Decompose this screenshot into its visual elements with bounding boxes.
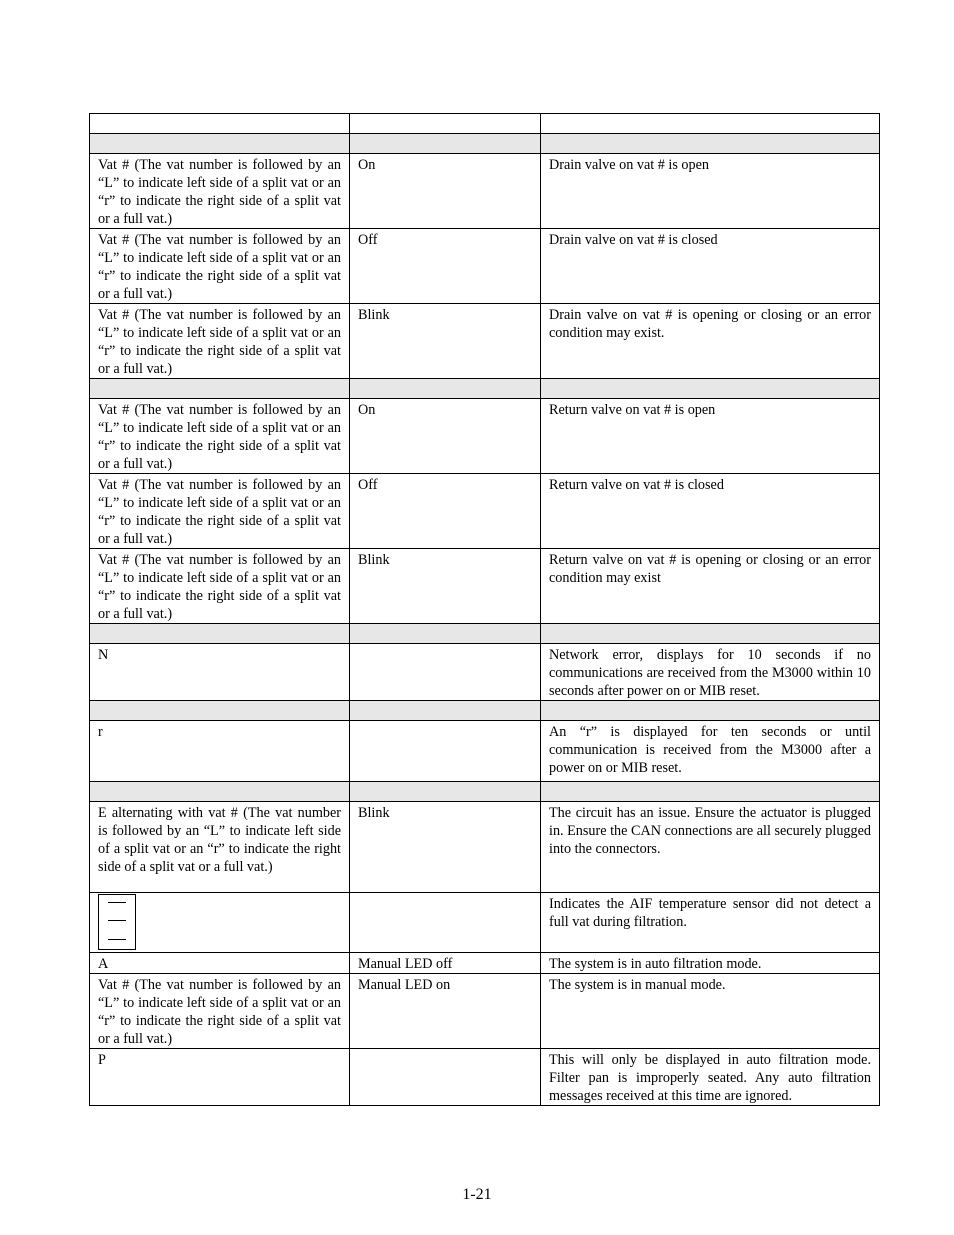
led-cell: Off (350, 229, 541, 304)
led-cell: Blink (350, 802, 541, 893)
header-cell (541, 782, 880, 802)
section-header-row (90, 134, 880, 154)
header-cell (350, 134, 541, 154)
header-cell (90, 379, 350, 399)
display-cell: Vat # (The vat number is followed by an “L” to indicate left side of a split vat or an “r” to indicate the right side of a split vat or a full vat.) (90, 399, 350, 474)
table-row (90, 721, 880, 782)
table-row (90, 974, 880, 1049)
page-number: 1-21 (462, 1186, 492, 1203)
led-cell: Off (350, 474, 541, 549)
header-cell (541, 379, 880, 399)
table-row (90, 1049, 880, 1106)
header-cell (90, 134, 350, 154)
table-header-row (90, 114, 880, 134)
display-cell: Vat # (The vat number is followed by an “L” to indicate left side of a split vat or an “r” to indicate the right side of a split vat or a full vat.) (90, 474, 350, 549)
meaning-cell: This will only be displayed in auto filtration mode. Filter pan is improperly seated. Any auto filtration messages received at this time are ignored. (541, 1049, 880, 1106)
meaning-cell: Return valve on vat # is closed (541, 474, 880, 549)
led-cell: Blink (350, 304, 541, 379)
table-row (90, 893, 880, 953)
header-cell (541, 701, 880, 721)
three-bar-segment-icon (98, 894, 136, 950)
meaning-cell: Drain valve on vat # is closed (541, 229, 880, 304)
header-cell (90, 782, 350, 802)
meaning-cell: The system is in auto filtration mode. (541, 953, 880, 974)
meaning-cell: Drain valve on vat # is open (541, 154, 880, 229)
header-cell (90, 114, 350, 134)
header-cell (541, 134, 880, 154)
section-header-row (90, 782, 880, 802)
display-cell: r (90, 721, 350, 782)
table-row (90, 953, 880, 974)
header-cell (90, 624, 350, 644)
table-row (90, 154, 880, 229)
display-cell: Vat # (The vat number is followed by an “L” to indicate left side of a split vat or an “r” to indicate the right side of a split vat or a full vat.) (90, 229, 350, 304)
table-row (90, 474, 880, 549)
table-row (90, 549, 880, 624)
display-cell: N (90, 644, 350, 701)
display-cell: Vat # (The vat number is followed by an “L” to indicate left side of a split vat or an “r” to indicate the right side of a split vat or a full vat.) (90, 304, 350, 379)
header-cell (350, 114, 541, 134)
header-cell (90, 701, 350, 721)
display-cell: Vat # (The vat number is followed by an “L” to indicate left side of a split vat or an “r” to indicate the right side of a split vat or a full vat.) (90, 974, 350, 1049)
table-row (90, 229, 880, 304)
led-cell (350, 644, 541, 701)
led-cell (350, 893, 541, 953)
header-cell (541, 624, 880, 644)
table-row (90, 644, 880, 701)
section-header-row (90, 701, 880, 721)
meaning-cell: The system is in manual mode. (541, 974, 880, 1049)
header-cell (350, 701, 541, 721)
meaning-cell: The circuit has an issue. Ensure the actuator is plugged in. Ensure the CAN connections are all securely plugged into the connectors. (541, 802, 880, 893)
led-cell: Manual LED on (350, 974, 541, 1049)
meaning-cell: Network error, displays for 10 seconds if no communications are received from the M3000 within 10 seconds after power on or MIB reset. (541, 644, 880, 701)
table-row (90, 304, 880, 379)
display-cell: Vat # (The vat number is followed by an “L” to indicate left side of a split vat or an “r” to indicate the right side of a split vat or a full vat.) (90, 549, 350, 624)
header-cell (541, 114, 880, 134)
meaning-cell: Return valve on vat # is opening or closing or an error condition may exist (541, 549, 880, 624)
led-cell: On (350, 399, 541, 474)
led-cell: Blink (350, 549, 541, 624)
section-header-row (90, 624, 880, 644)
segment-symbol-cell (90, 893, 350, 953)
led-cell (350, 721, 541, 782)
table-row (90, 399, 880, 474)
display-cell: Vat # (The vat number is followed by an “L” to indicate left side of a split vat or an “r” to indicate the right side of a split vat or a full vat.) (90, 154, 350, 229)
led-cell (350, 1049, 541, 1106)
header-cell (350, 782, 541, 802)
meaning-cell: Return valve on vat # is open (541, 399, 880, 474)
display-cell: E alternating with vat # (The vat number is followed by an “L” to indicate left side of a split vat or an “r” to indicate the right side of a split vat or a full vat.) (90, 802, 350, 893)
led-cell: Manual LED off (350, 953, 541, 974)
meaning-cell: Drain valve on vat # is opening or closing or an error condition may exist. (541, 304, 880, 379)
table-row (90, 802, 880, 893)
display-table (89, 113, 880, 1106)
led-cell: On (350, 154, 541, 229)
meaning-cell: An “r” is displayed for ten seconds or until communication is received from the M3000 after a power on or MIB reset. (541, 721, 880, 782)
section-header-row (90, 379, 880, 399)
display-cell: A (90, 953, 350, 974)
display-cell: P (90, 1049, 350, 1106)
meaning-cell: Indicates the AIF temperature sensor did not detect a full vat during filtration. (541, 893, 880, 953)
header-cell (350, 624, 541, 644)
header-cell (350, 379, 541, 399)
